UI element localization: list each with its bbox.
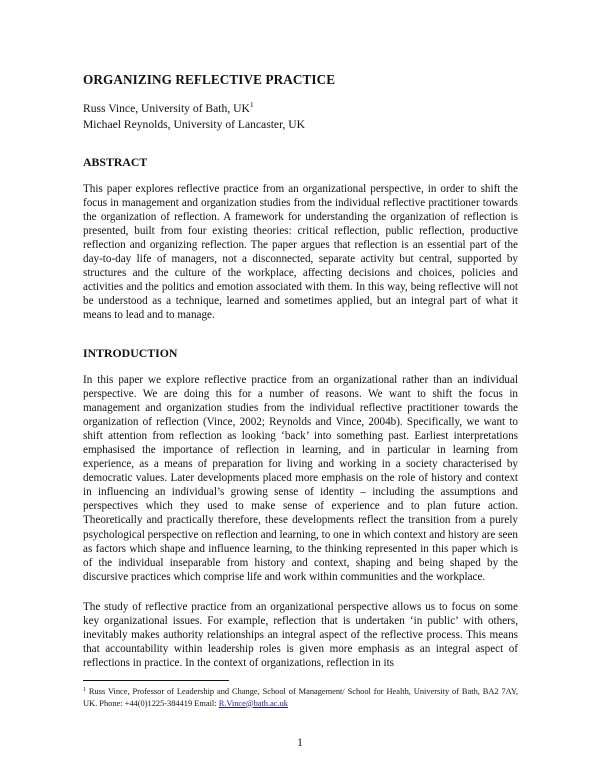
footnote-divider <box>83 680 229 681</box>
author-list <box>83 101 523 133</box>
body-paragraph: In this paper we explore reflective practice from an organizational rather than an individual perspective. We are doing this for a number of reasons. We want to shift the focus in management and organization studies from the individual reflective practitioner towards the organization of reflection (Vince, 2002; Reynolds and Vince, 2004b). Specifically, we want to shift attention from reflection as looking ‘back’ into something past. Earliest interpretations emphasised the importance of reflection in learning, and in particular in learning from experience, as a means of preparation for living and working in a society characterised by democratic values. Later developments placed more emphasis on the role of history and context in influencing an individual’s growing sense of identity – including the assumptions and perspectives which they used to make sense of experience and to plan future action. Theoretically and practically therefore, these developments reflect the transition from a purely psychological perspective on reflection and learning, to one in which context and history are seen as factors which shape and influence learning, to the thinking represented in this paper which is of the individual inseparable from history and context, shaping and being shaped by the discursive practices which comprise life and work within communities and the workplace. <box>83 374 518 583</box>
body-paragraph: The study of reflective practice from an organizational perspective allows us to focus on some key organizational issues. For example, reflection that is undertaken ‘in public’ with others, inevitably makes authority relationships an integral aspect of the reflective process. This means that accountability within leadership roles is given more emphasis as an integral aspect of reflections in practice. In the context of organizations, reflection in its <box>83 601 518 670</box>
footnote-marker: 1 <box>249 100 254 109</box>
author-name: Russ Vince, University of Bath, UK <box>83 102 250 115</box>
introduction-heading: INTRODUCTION <box>83 346 178 360</box>
footnote-text: Russ Vince, Professor of Leadership and Change, School of Management/ School for Health, University of Bath, BA2 7AY, UK. Phone: +44(0)1225-384419 Email: <box>83 687 519 708</box>
author-line <box>83 101 523 117</box>
page-number: 1 <box>297 737 303 749</box>
footnote <box>83 686 518 709</box>
email-link[interactable]: R.Vince@bath.ac.uk <box>218 698 288 708</box>
author-line <box>83 117 523 133</box>
abstract-text: This paper explores reflective practice from an organizational perspective, in order to shift the focus in management and organization studies from the individual reflective practitioner towards the organization of reflection. A framework for understanding the organization of reflection is presented, built from four existing theories: critical reflection, public reflection, productive reflection and organizing reflection. The paper argues that reflection is an essential part of the day-to-day life of managers, not a disconnected, separate activity but central, supported by structures and the culture of the workplace, affecting decisions and choices, policies and activities and the politics and emotion associated with them. In this way, being reflective will not be understood as a technique, learned and sometimes applied, but an integral part of what it means to lead and to manage. <box>83 183 518 322</box>
footnote-marker: 1 <box>83 687 86 693</box>
abstract-heading: ABSTRACT <box>83 155 148 169</box>
paper-title: ORGANIZING REFLECTIVE PRACTICE <box>83 72 336 87</box>
author-name: Michael Reynolds, University of Lancaster, UK <box>83 118 306 131</box>
